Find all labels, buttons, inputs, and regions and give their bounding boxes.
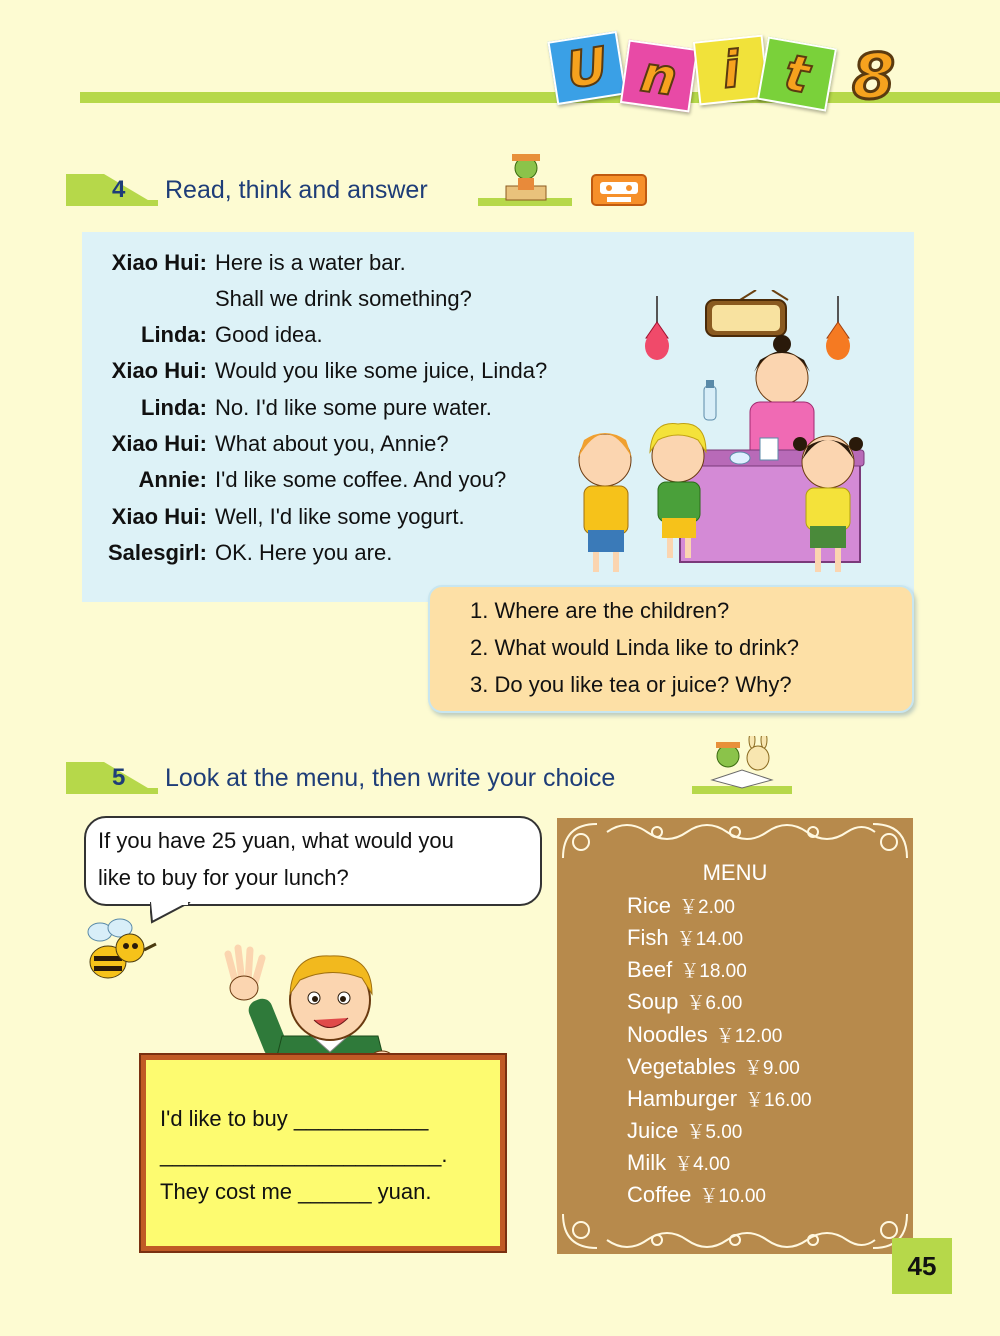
menu-item-price: ￥6.00 [686,993,743,1014]
section5-number: 5 [112,764,126,791]
unit-letter: n [637,44,681,108]
boy-illustration [222,944,422,1068]
menu-item [627,1053,800,1080]
speaker-name: Xiao Hui: [111,431,207,456]
menu-item-price: ￥9.00 [743,1058,800,1079]
menu-item [627,1021,782,1048]
dialogue-text: Would you like some juice, Linda? [215,358,548,383]
menu-item-name: Noodles [627,1022,708,1047]
speaker-name: Xiao Hui: [111,504,207,529]
cassette-icon [591,174,647,206]
speech-bubble [84,816,542,906]
answer-board [141,1055,505,1251]
dialogue-text: OK. Here you are. [215,540,393,565]
writing-characters-icon [692,736,792,794]
menu-item-price: ￥10.00 [699,1186,766,1207]
menu-item-name: Soup [627,989,679,1014]
unit-tile-n [620,39,698,112]
bee-icon [78,918,160,990]
bubble-line: If you have 25 yuan, what would you [98,828,454,853]
board-line-3: They cost me ______ yuan. [160,1179,432,1204]
menu-bottom-ornament-icon [557,1198,913,1254]
section4-number: 4 [112,176,126,203]
board-line-2: _______________________. [160,1142,448,1167]
dialogue-text: Shall we drink something? [215,286,472,311]
menu-item-name: Milk [627,1150,667,1175]
menu-item-name: Hamburger [627,1086,738,1111]
speaker-name: Linda: [141,322,207,347]
menu-item [627,892,735,919]
unit-letter: t [780,43,814,105]
dialogue-text: I'd like some coffee. And you? [215,467,507,492]
menu-item [627,956,747,983]
section5-title: Look at the menu, then write your choice [165,764,616,792]
speaker-name: Xiao Hui: [111,358,207,383]
unit-tile-t [757,36,837,111]
unit-letter: U [562,36,612,100]
menu-item-name: Fish [627,925,669,950]
menu-item [627,1149,730,1176]
menu-item-name: Juice [627,1118,679,1143]
question-item: 3. Do you like tea or juice? Why? [470,672,792,697]
menu-item-name: Vegetables [627,1054,736,1079]
dialogue-text: No. I'd like some pure water. [215,395,492,420]
menu-item [627,1085,812,1112]
menu-item-price: ￥2.00 [679,897,735,918]
menu-item-price: ￥12.00 [715,1026,783,1047]
menu-card [557,818,913,1254]
bubble-line: like to buy for your lunch? [98,865,349,890]
question-item: 2. What would Linda like to drink? [470,635,799,660]
unit-letter: i [719,40,743,100]
page-number: 45 [892,1238,952,1294]
section4-title: Read, think and answer [165,176,428,204]
menu-title: MENU [702,860,768,885]
questions-box [428,585,914,713]
unit-tile-u [547,31,626,105]
question-item: 1. Where are the children? [470,598,730,623]
water-bar-illustration [560,290,900,582]
speaker-name: Annie: [138,467,207,492]
board-line-1: I'd like to buy ___________ [160,1106,429,1131]
dialogue-text: Well, I'd like some yogurt. [215,504,465,529]
unit-number: 8 [852,40,896,113]
menu-item-price: ￥18.00 [680,961,747,982]
menu-item-name: Coffee [627,1182,692,1207]
speaker-name: Xiao Hui: [111,250,207,275]
menu-item [627,924,743,951]
dialogue-text: Good idea. [215,322,323,347]
menu-item-name: Beef [627,957,673,982]
dialogue-text: Here is a water bar. [215,250,406,275]
reading-character-icon [478,150,572,206]
menu-item [627,1117,742,1144]
menu-item-price: ￥14.00 [676,929,744,950]
dialogue-text: What about you, Annie? [215,431,449,456]
menu-item [627,988,742,1015]
menu-item-price: ￥5.00 [686,1122,743,1143]
speaker-name: Linda: [141,395,207,420]
menu-item-price: ￥4.00 [674,1154,731,1175]
menu-item-price: ￥16.00 [745,1090,812,1111]
speaker-name: Salesgirl: [107,540,207,565]
menu-item-name: Rice [627,893,672,918]
